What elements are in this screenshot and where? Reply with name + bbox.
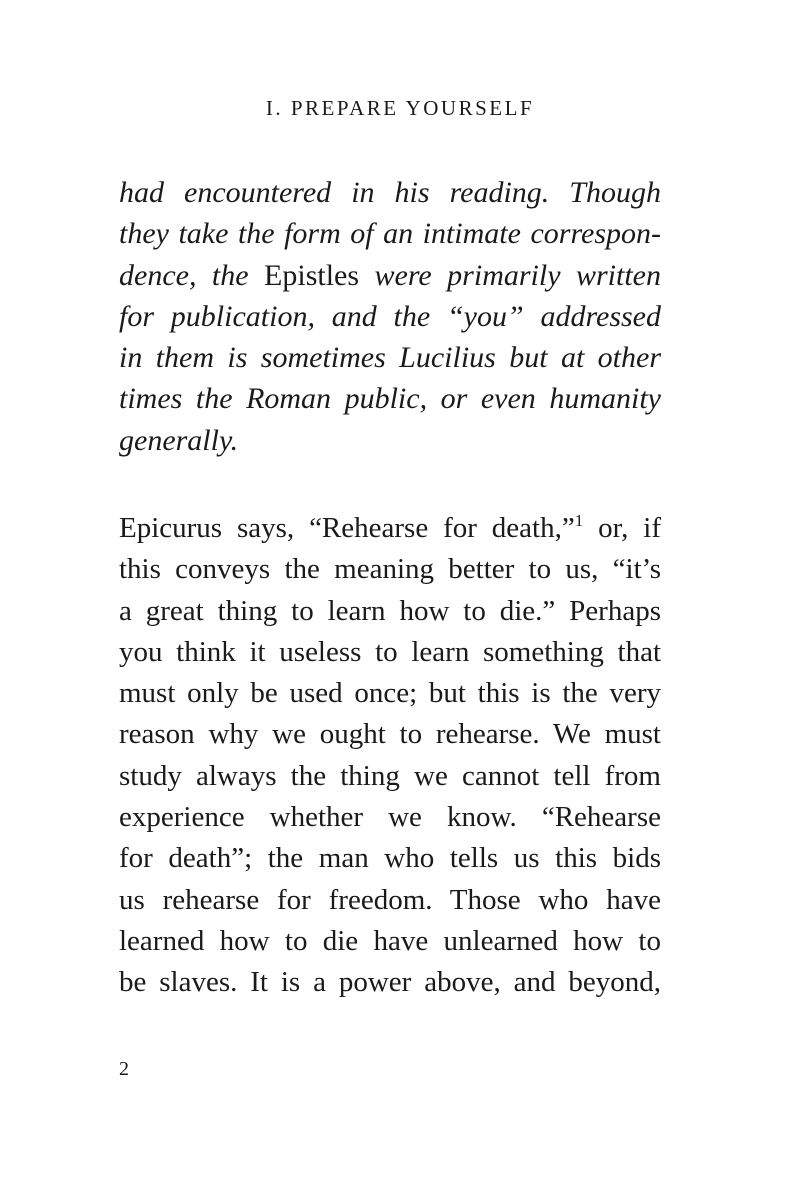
intro-text: were primarily written	[359, 258, 661, 292]
body-text: Epicurus says, “Rehearse for death,”	[119, 512, 575, 544]
intro-line	[119, 337, 661, 378]
intro-line	[119, 296, 661, 337]
running-head: I. PREPARE YOURSELF	[265, 96, 535, 120]
page-number: 2	[119, 1058, 129, 1080]
intro-text: in them is sometimes Lucilius but at other	[119, 341, 661, 375]
intro-line	[119, 213, 661, 254]
intro-text: dence, the	[119, 258, 265, 292]
intro-line	[119, 255, 661, 296]
intro-line	[119, 172, 661, 213]
body-line: for death”; the man who tells us this bids	[119, 842, 661, 875]
body-line: reason why we ought to rehearse. We must	[119, 718, 661, 751]
body-line: experience whether we know. “Rehearse	[119, 801, 661, 834]
body-line: this conveys the meaning better to us, “it’s	[119, 553, 661, 586]
body-line: be slaves. It is a power above, and beyond,	[119, 966, 661, 999]
body-line	[119, 508, 661, 549]
intro-text: generally.	[119, 423, 239, 457]
intro-text: times the Roman public, or even humanity	[119, 382, 661, 416]
intro-paragraph	[119, 172, 661, 461]
body-line: learned how to die have unlearned how to	[119, 924, 661, 957]
footnote-reference[interactable]: 1	[574, 511, 584, 530]
body-line: you think it useless to learn something that	[119, 635, 661, 668]
intro-text: they take the form of an intimate correspon-	[119, 217, 661, 251]
body-line: study always the thing we cannot tell from	[119, 759, 661, 792]
body-text: or, if	[583, 512, 661, 544]
body-paragraph	[119, 508, 661, 1004]
body-line: must only be used once; but this is the very	[119, 677, 661, 710]
book-title-epistles: Epistles	[264, 258, 360, 292]
body-line: a great thing to learn how to die.” Perhaps	[119, 594, 661, 627]
intro-text: for publication, and the “you” addressed	[119, 299, 661, 333]
body-line: us rehearse for freedom. Those who have	[119, 883, 661, 916]
intro-text: had encountered in his reading. Though	[119, 176, 661, 209]
intro-line	[119, 378, 661, 419]
intro-line	[119, 420, 661, 461]
